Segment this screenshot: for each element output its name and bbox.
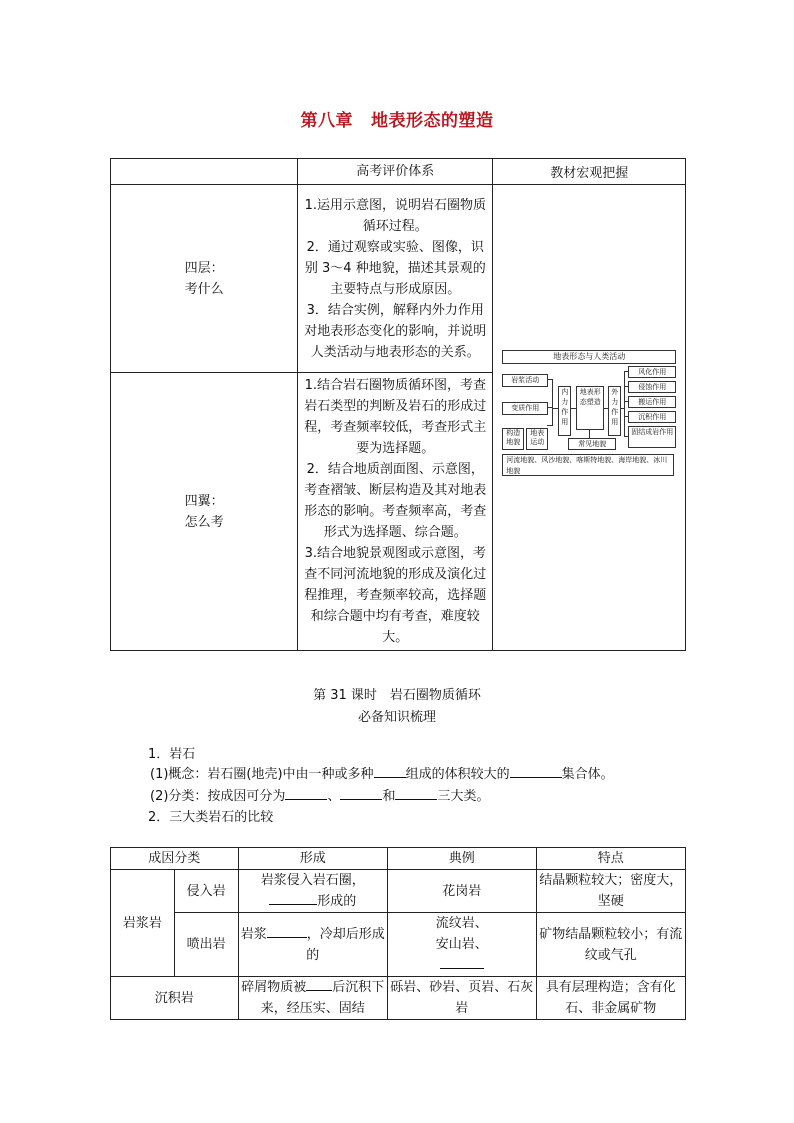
criteria-item: 1.运用示意图，说明岩石圈物质循环过程。 xyxy=(304,197,486,234)
diagram-box-transport: 搬运作用 xyxy=(628,396,676,408)
fill-blank[interactable] xyxy=(306,978,332,991)
diagram-box-internal-force: 内力作用 xyxy=(558,386,571,436)
igneous-label: 岩浆岩 xyxy=(111,870,175,977)
rock-comparison-table xyxy=(110,847,686,1020)
example-text: 安山岩、 xyxy=(435,937,488,952)
rock-table-header xyxy=(111,848,686,870)
intrusive-feature: 结晶颗粒较大；密度大，坚硬 xyxy=(536,870,685,913)
formation-text: 形成的 xyxy=(317,894,357,909)
item-comparison-title: 2．三大类岩石的比较 xyxy=(148,810,274,825)
header-cell-textbook: 教材宏观把握 xyxy=(493,159,686,185)
diagram-box-tectonic: 构造地貌 xyxy=(502,428,524,450)
chapter-number: 第八章 xyxy=(300,111,353,131)
extrusive-formation xyxy=(238,913,388,977)
section-title: 必备知识梳理 xyxy=(357,710,436,725)
formation-text: 岩浆 xyxy=(240,926,267,942)
fill-blank[interactable] xyxy=(267,925,307,938)
diagram-box-lithification: 固结成岩作用 xyxy=(628,426,676,448)
diagram-box-external-force: 外力作用 xyxy=(608,386,621,436)
rock-row-sedimentary xyxy=(111,977,686,1020)
sedimentary-feature: 具有层理构造；含有化石、非金属矿物 xyxy=(536,977,685,1020)
diagram-top-box: 地表形态与人类活动 xyxy=(502,350,676,364)
fill-blank[interactable] xyxy=(374,765,406,778)
fill-blank[interactable] xyxy=(285,787,327,800)
classification-text: 三大类。 xyxy=(437,789,490,804)
diagram-box-crust-movement: 地表运动 xyxy=(526,428,548,450)
diagram-box-erosion: 侵蚀作用 xyxy=(628,381,676,393)
sedimentary-formation xyxy=(238,977,388,1020)
classification-text: (2)分类：按成因可分为 xyxy=(150,789,286,804)
diagram-box-deposition: 沉积作用 xyxy=(628,411,676,423)
extrusive-feature: 矿物结晶颗粒较小；有流纹或气孔 xyxy=(536,913,685,977)
textbook-diagram-cell xyxy=(493,185,686,651)
criteria-item: 3.结合地貌景观图或示意图，考查不同河流地貌的形成及演化过程推理，考查频率较高，选择题和综合题中均有考查，难度较大。 xyxy=(304,546,487,645)
concept-line xyxy=(150,765,614,785)
diagram-box-weathering: 风化作用 xyxy=(628,366,676,378)
chapter-title xyxy=(0,106,794,131)
sedimentary-example: 砾岩、砂岩、页岩、石灰岩 xyxy=(388,977,537,1020)
extrusive-example xyxy=(388,913,537,977)
rock-row-intrusive xyxy=(111,870,686,913)
criteria-item: 1.结合岩石圈物质循环图，考查岩石类型的判断及岩石的形成过程，考查频率较低，考查形式主要为选择题。 xyxy=(304,378,487,456)
header-cause: 成因分类 xyxy=(111,848,239,870)
header-feature: 特点 xyxy=(536,848,685,870)
criteria-item: 3．结合实例，解释内外力作用对地表形态变化的影响，并说明人类活动与地表形态的关系。 xyxy=(304,302,487,360)
evaluation-row-what xyxy=(111,185,686,373)
intrusive-label: 侵入岩 xyxy=(174,870,238,913)
classification-text: 、 xyxy=(327,789,341,804)
formation-text: 岩浆侵入岩石圈， xyxy=(260,873,365,888)
header-cell-empty xyxy=(111,159,298,185)
diagram-box-common-landforms: 常见地貌 xyxy=(568,438,616,450)
diagram-box-metamorphism: 变质作用 xyxy=(502,402,548,415)
classification-line xyxy=(150,787,489,807)
fill-blank[interactable] xyxy=(340,787,382,800)
fill-blank[interactable] xyxy=(510,765,562,778)
example-text: 流纹岩、 xyxy=(435,916,488,931)
formation-text: 后沉积下来，经压实、固结 xyxy=(260,980,385,1016)
concept-text: (1)概念：岩石圈(地壳)中由一种或多种 xyxy=(150,767,374,782)
header-formation: 形成 xyxy=(238,848,388,870)
intrusive-formation xyxy=(238,870,388,913)
evaluation-table xyxy=(110,158,686,651)
sedimentary-label: 沉积岩 xyxy=(111,977,239,1020)
chapter-name: 地表形态的塑造 xyxy=(371,111,494,131)
criteria-cell-what xyxy=(298,185,493,373)
classification-text: 和 xyxy=(382,789,396,804)
diagram-box-center: 地表形态塑造 xyxy=(576,386,604,430)
criteria-item: 2．通过观察或实验、图像，识别 3～4 种地貌，描述其景观的主要特点与形成原因。 xyxy=(304,239,486,297)
criteria-item: 2．结合地质剖面图、示意图，考查褶皱、断层构造及其对地表形态的影响。考查频率高，考查形式为选择题、综合题。 xyxy=(304,462,487,540)
fill-blank[interactable] xyxy=(395,787,437,800)
fill-blank[interactable] xyxy=(269,892,317,905)
rock-row-extrusive xyxy=(111,913,686,977)
row-label-what: 四层： 考什么 xyxy=(111,185,298,373)
item-rock-title: 1．岩石 xyxy=(148,747,196,762)
fill-blank[interactable] xyxy=(440,956,484,969)
concept-text: 集合体。 xyxy=(561,767,614,782)
lesson-title: 第 31 课时 岩石圈物质循环 xyxy=(313,688,481,703)
formation-text: ，冷却后形成的 xyxy=(306,926,385,963)
landform-concept-diagram xyxy=(500,348,678,488)
header-example: 典例 xyxy=(388,848,537,870)
diagram-box-magma: 岩浆活动 xyxy=(502,374,548,387)
evaluation-table-header xyxy=(111,159,686,185)
header-cell-evaluation: 高考评价体系 xyxy=(298,159,493,185)
criteria-cell-how xyxy=(298,373,493,651)
intrusive-example: 花岗岩 xyxy=(388,870,537,913)
extrusive-label: 喷出岩 xyxy=(174,913,238,977)
row-label-how: 四翼： 怎么考 xyxy=(111,373,298,651)
diagram-bottom-box: 河流地貌、风沙地貌、喀斯特地貌、海岸地貌、冰川地貌 xyxy=(502,454,674,476)
formation-text: 碎屑物质被 xyxy=(241,980,307,995)
concept-text: 组成的体积较大的 xyxy=(405,767,510,782)
